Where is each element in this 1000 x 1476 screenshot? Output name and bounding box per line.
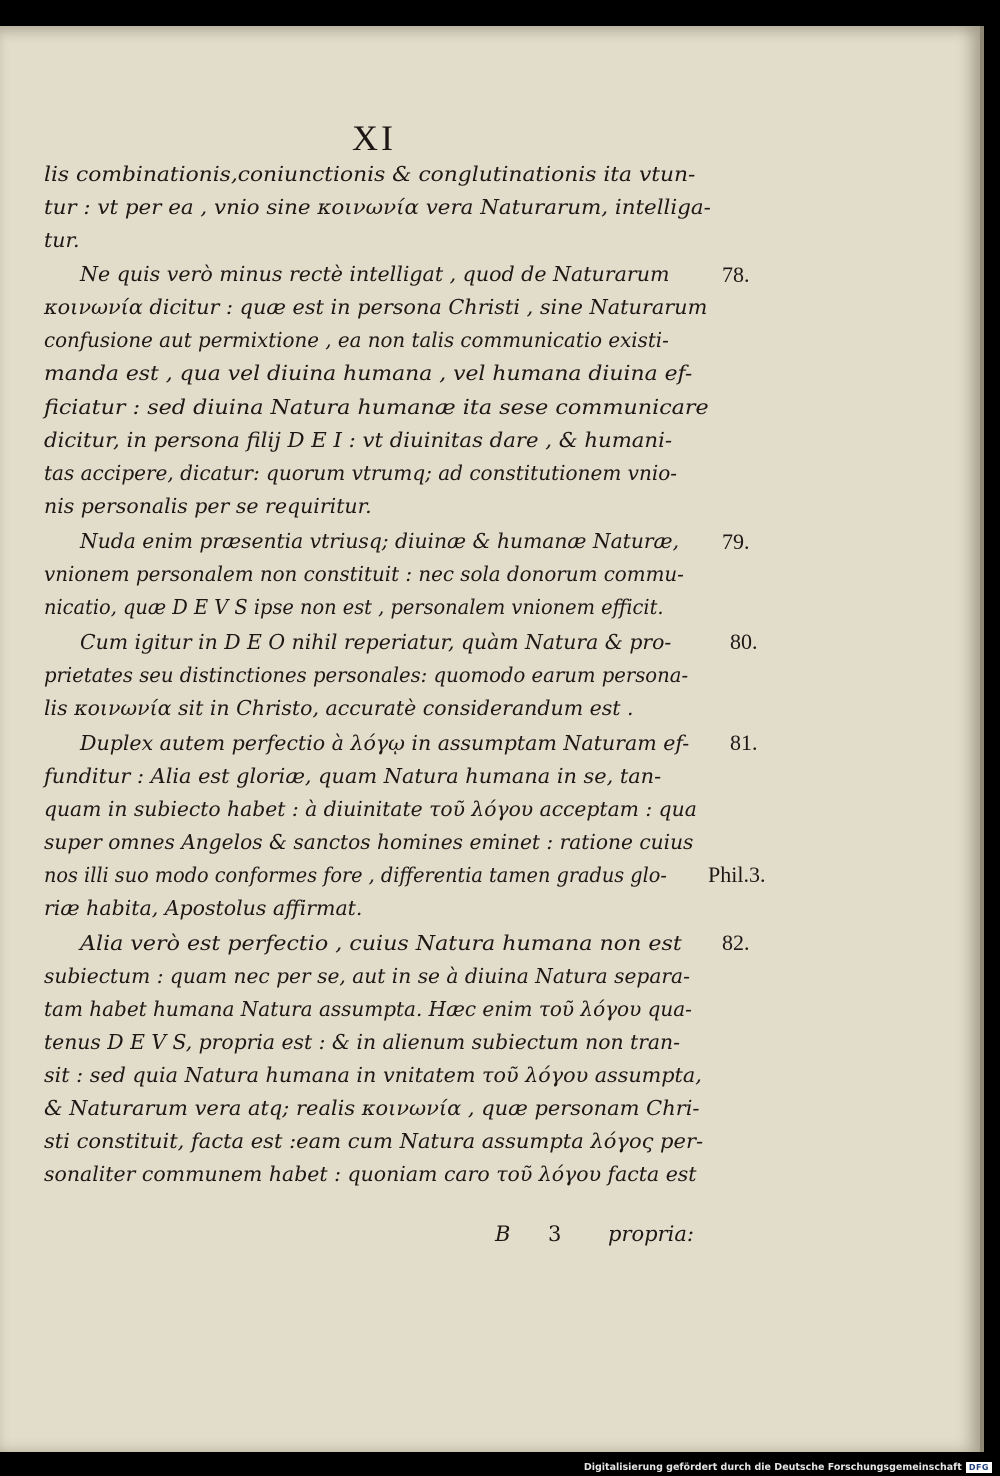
- text-line: sonaliter communem habet : quoniam caro τοῦ λόγου facta est: [44, 1162, 697, 1186]
- text-line: riæ habita, Apostolus affirmat.: [44, 896, 363, 920]
- text-line: prietates seu distinctiones personales: quomodo earum persona-: [44, 663, 689, 687]
- digitization-credit: [584, 1462, 992, 1473]
- catchword: propria:: [608, 1222, 694, 1246]
- text-line: Cum igitur in D E O nihil reperiatur, quàm Natura & pro-: [80, 630, 672, 654]
- book-page: [0, 26, 984, 1452]
- page-footer: [0, 1222, 980, 1254]
- text-line: manda est , qua vel diuina humana , vel humana diuina ef-: [44, 361, 693, 385]
- text-line: nicatio, quæ D E V S ipse non est , personalem vnionem efficit.: [44, 595, 664, 619]
- text-line: vnionem personalem non constituit : nec sola donorum commu-: [44, 562, 684, 586]
- text-line: subiectum : quam nec per se, aut in se à diuina Natura separa-: [44, 964, 690, 988]
- text-line: ficiatur : sed diuina Natura humanæ ita sese communicare: [44, 395, 709, 419]
- margin-note: 78.: [722, 262, 750, 287]
- margin-note: 80.: [730, 629, 758, 654]
- text-line: tam habet humana Natura assumpta. Hæc enim τοῦ λόγου qua-: [44, 997, 692, 1021]
- text-line: tur : vt per ea , vnio sine κοινωνία vera Naturarum, intelliga-: [44, 195, 711, 219]
- text-line: Duplex autem perfectio à λόγῳ in assumptam Naturam ef-: [80, 731, 690, 755]
- text-line: sti constituit, facta est :eam cum Natura assumpta λόγος per-: [44, 1129, 704, 1153]
- text-line: nos illi suo modo conformes fore , differentia tamen gradus glo-: [44, 863, 667, 887]
- credit-text: Digitalisierung gefördert durch die Deutsche Forschungsgemeinschaft: [583, 1462, 962, 1473]
- text-line: tenus D E V S, propria est : & in alienum subiectum non tran-: [44, 1030, 681, 1054]
- signature-mark: B: [495, 1222, 511, 1246]
- text-line: funditur : Alia est gloriæ, quam Natura humana in se, tan-: [44, 764, 662, 788]
- text-line: κοινωνία dicitur : quæ est in persona Christi , sine Naturarum: [44, 295, 708, 319]
- dfg-logo-icon: DFG: [966, 1462, 992, 1473]
- text-line: tur.: [44, 228, 80, 252]
- page-number: XI: [352, 118, 396, 158]
- text-line: super omnes Angelos & sanctos homines eminet : ratione cuius: [44, 830, 694, 854]
- text-line: Alia verò est perfectio , cuius Natura humana non est: [80, 931, 682, 955]
- margin-note: 79.: [722, 529, 750, 554]
- text-line: lis combinationis,coniunctionis & conglutinationis ita vtun-: [44, 162, 696, 186]
- text-line: & Naturarum vera atq; realis κοινωνία , quæ personam Chri-: [44, 1096, 700, 1120]
- text-line: confusione aut permixtione , ea non talis communicatio existi-: [44, 328, 669, 352]
- text-line: tas accipere, dicatur: quorum vtrumq; ad constitutionem vnio-: [44, 461, 678, 485]
- text-line: Nuda enim præsentia vtriusq; diuinæ & humanæ Naturæ,: [80, 529, 680, 553]
- text-line: quam in subiecto habet : à diuinitate τοῦ λόγου acceptam : qua: [44, 797, 697, 821]
- text-line: sit : sed quia Natura humana in vnitatem τοῦ λόγου assumpta,: [44, 1063, 702, 1087]
- text-line: dicitur, in persona filij D E I : vt diuinitas dare , & humani-: [44, 428, 673, 452]
- sheet-number: 3: [548, 1222, 562, 1246]
- margin-note: 81.: [730, 730, 758, 755]
- text-line: nis personalis per se requiritur.: [44, 494, 372, 518]
- text-line: Ne quis verò minus rectè intelligat , quod de Naturarum: [80, 262, 670, 286]
- margin-note: Phil.3.: [708, 862, 766, 887]
- margin-note: 82.: [722, 930, 750, 955]
- text-line: lis κοινωνία sit in Christo, accuratè considerandum est .: [44, 696, 634, 720]
